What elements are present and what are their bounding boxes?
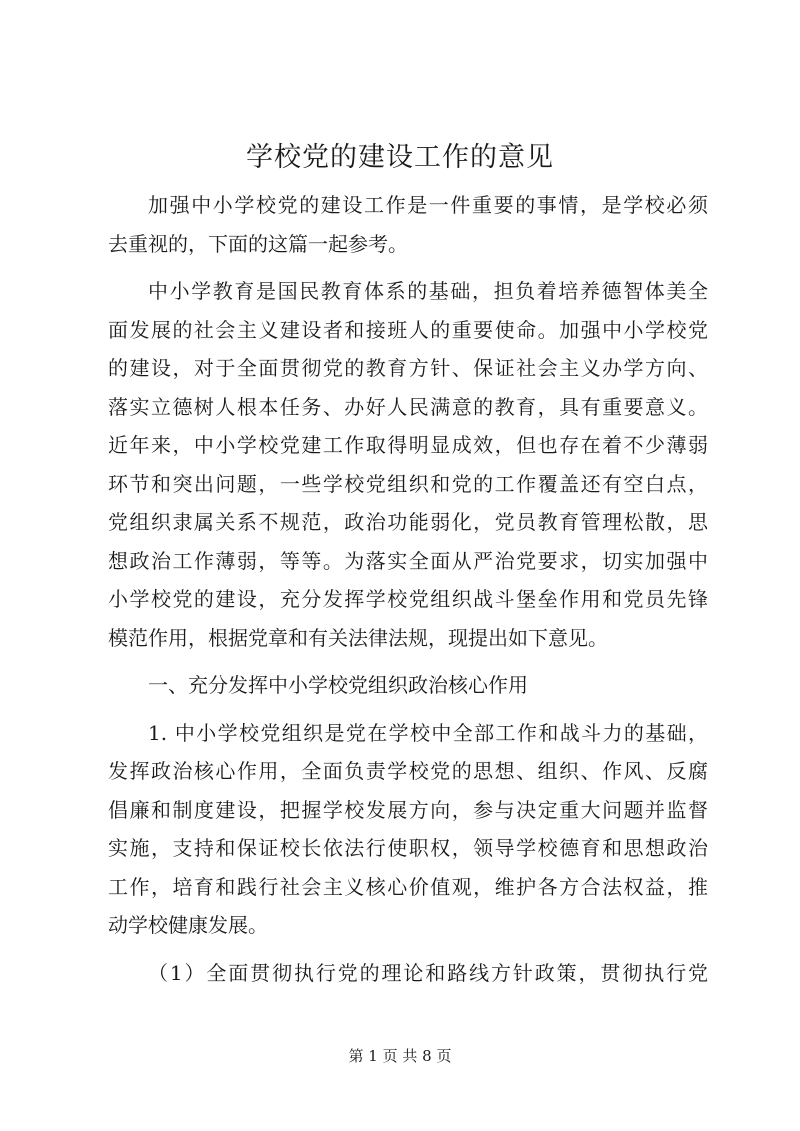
section-heading: 一、充分发挥中小学校党组织政治核心作用 [148, 673, 528, 697]
paragraph-line: 党组织隶属关系不规范，政治功能弱化，党员教育管理松散，思 [108, 510, 708, 534]
paragraph-line: 环节和突出问题，一些学校党组织和党的工作覆盖还有空白点， [108, 471, 708, 496]
paragraph-line: 模范作用，根据党章和有关法律法规，现提出如下意见。 [108, 625, 608, 650]
paragraph-line: 倡廉和制度建设，把握学校发展方向，参与决定重大问题并监督 [108, 797, 708, 822]
paragraph-line: 工作，培育和践行社会主义核心价值观，维护各方合法权益，推 [108, 874, 708, 899]
paragraph-line: （1）全面贯彻执行党的理论和路线方针政策，贯彻执行党 [148, 960, 708, 985]
page-footer: 第 1 页 共 8 页 [348, 1047, 452, 1065]
paragraph-line: 的建设，对于全面贯彻党的教育方针、保证社会主义办学方向、 [108, 356, 708, 380]
document-title: 学校党的建设工作的意见 [246, 142, 554, 173]
paragraph-line: 想政治工作薄弱，等等。为落实全面从严治党要求，切实加强中 [108, 548, 708, 573]
paragraph-line: 中小学教育是国民教育体系的基础，担负着培养德智体美全 [148, 279, 708, 303]
paragraph-line: 面发展的社会主义建设者和接班人的重要使命。加强中小学校党 [108, 317, 708, 342]
paragraph-line: 动学校健康发展。 [108, 913, 268, 937]
paragraph-line: 发挥政治核心作用，全面负责学校党的思想、组织、作风、反腐 [108, 759, 708, 783]
paragraph-line: 加强中小学校党的建设工作是一件重要的事情，是学校必须 [148, 193, 708, 217]
paragraph-line: 实施，支持和保证校长依法行使职权，领导学校德育和思想政治 [108, 836, 708, 860]
paragraph-line: 小学校党的建设，充分发挥学校党组织战斗堡垒作用和党员先锋 [108, 587, 708, 611]
paragraph-line: 近年来，中小学校党建工作取得明显成效，但也存在着不少薄弱 [108, 433, 708, 457]
paragraph-line: 落实立德树人根本任务、办好人民满意的教育，具有重要意义。 [108, 394, 708, 419]
paragraph-line: 去重视的，下面的这篇一起参考。 [108, 231, 408, 256]
paragraph-line: 1. 中小学校党组织是党在学校中全部工作和战斗力的基础， [148, 720, 708, 745]
document-body [108, 186, 708, 992]
